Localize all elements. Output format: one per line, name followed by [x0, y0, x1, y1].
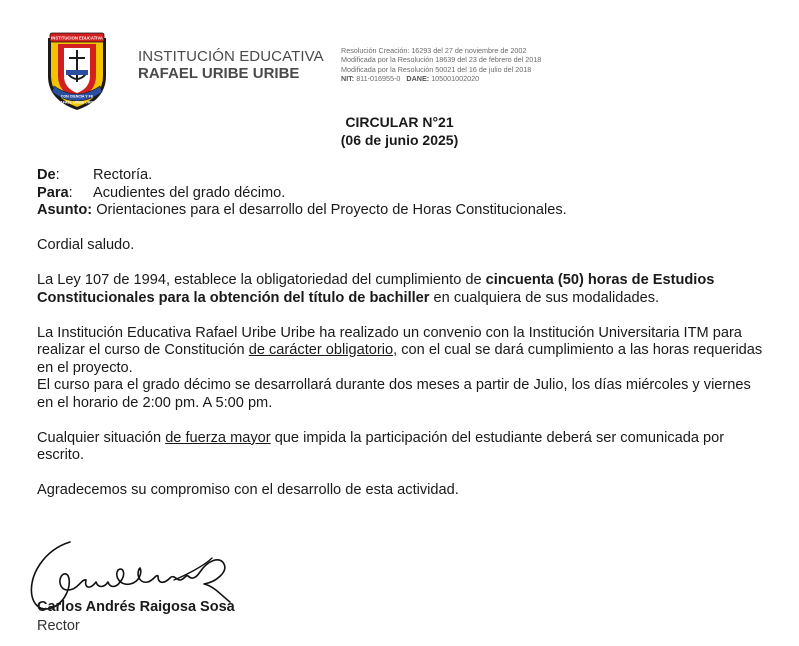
para-label: Para [37, 184, 69, 201]
institution-crest-logo [44, 30, 110, 112]
para-value: Acudientes del grado décimo. [93, 184, 286, 201]
de-label: De [37, 167, 56, 183]
resolutions-block [341, 46, 541, 83]
institution-name-line2: RAFAEL URIBE URIBE [138, 65, 300, 82]
nit-dane-line [341, 74, 541, 83]
resolution-line: Modificada por la Resolución 50021 del 16 de julio del 2018 [341, 64, 532, 74]
svg-text:RAFAEL URIBE URIBE: RAFAEL URIBE URIBE [57, 100, 97, 105]
institution-name-line1: INSTITUCIÓN EDUCATIVA [138, 48, 324, 65]
svg-text:INSTITUCION EDUCATIVA: INSTITUCION EDUCATIVA [51, 35, 103, 41]
institution-name [138, 48, 324, 82]
dane-value: 105001002020 [431, 73, 480, 83]
paragraph-agreement: La Institución Educativa Rafael Uribe Uribe ha realizado un convenio con la Institución Universitaria ITM para realizar el curso de Constitución de carácter obligatorio, con el cual se dará cumplimiento a las horas requeridas en el proyecto. [37, 324, 763, 376]
mandatory-underlined: de carácter obligatorio [248, 342, 394, 358]
paragraph-schedule: El curso para el grado décimo se desarrollará durante dos meses a partir de Julio, los días miércoles y viernes en el horario de 2:00 pm. A 5:00 pm. [37, 377, 751, 411]
paragraph-law: La Ley 107 de 1994, establece la obligatoriedad del cumplimiento de cincuenta (50) horas de Estudios Constitucionales para la obtención del título de bachiller en cualquiera de sus modalidades. [37, 272, 715, 306]
resolution-line: Resolución Creación: 16293 del 27 de noviembre de 2002 [341, 46, 527, 55]
law-bold-text: cincuenta (50) horas de Estudios Constitucionales para la obtención del título de bachiller [37, 272, 715, 306]
greeting: Cordial saludo. [37, 237, 135, 253]
paragraph-thanks: Agradecemos su compromiso con el desarrollo de esta actividad. [37, 482, 459, 498]
asunto-label: Asunto: [37, 202, 93, 218]
resolution-line: Modificada por la Resolución 18639 del 23 de febrero del 2018 [341, 55, 542, 65]
nit-value: 811-016955-0 [356, 73, 401, 83]
asunto-value: Orientaciones para el desarrollo del Proyecto de Horas Constitucionales. [96, 202, 567, 218]
meta-de: De: Rectoría. [37, 167, 153, 183]
force-majeure-underlined: de fuerza mayor [165, 429, 271, 446]
dane-label: DANE: [406, 73, 430, 83]
circular-title [0, 113, 799, 149]
meta-asunto [37, 202, 767, 220]
circular-number: CIRCULAR N°21 [345, 114, 454, 130]
signatory-role: Rector [37, 618, 80, 634]
circular-date: (06 de junio 2025) [340, 132, 459, 148]
de-value: Rectoría. [93, 167, 153, 183]
circular-body [37, 167, 767, 500]
svg-text:CON CIENCIA Y FE: CON CIENCIA Y FE [60, 94, 94, 99]
nit-label: NIT: [341, 73, 355, 83]
signatory-name: Carlos Andrés Raigosa Sosa [37, 599, 235, 615]
paragraph-force-majeure: Cualquier situación de fuerza mayor que impida la participación del estudiante deberá ser comunicada por escrito. [37, 429, 725, 463]
meta-para: Para: Acudientes del grado décimo. [37, 184, 286, 201]
